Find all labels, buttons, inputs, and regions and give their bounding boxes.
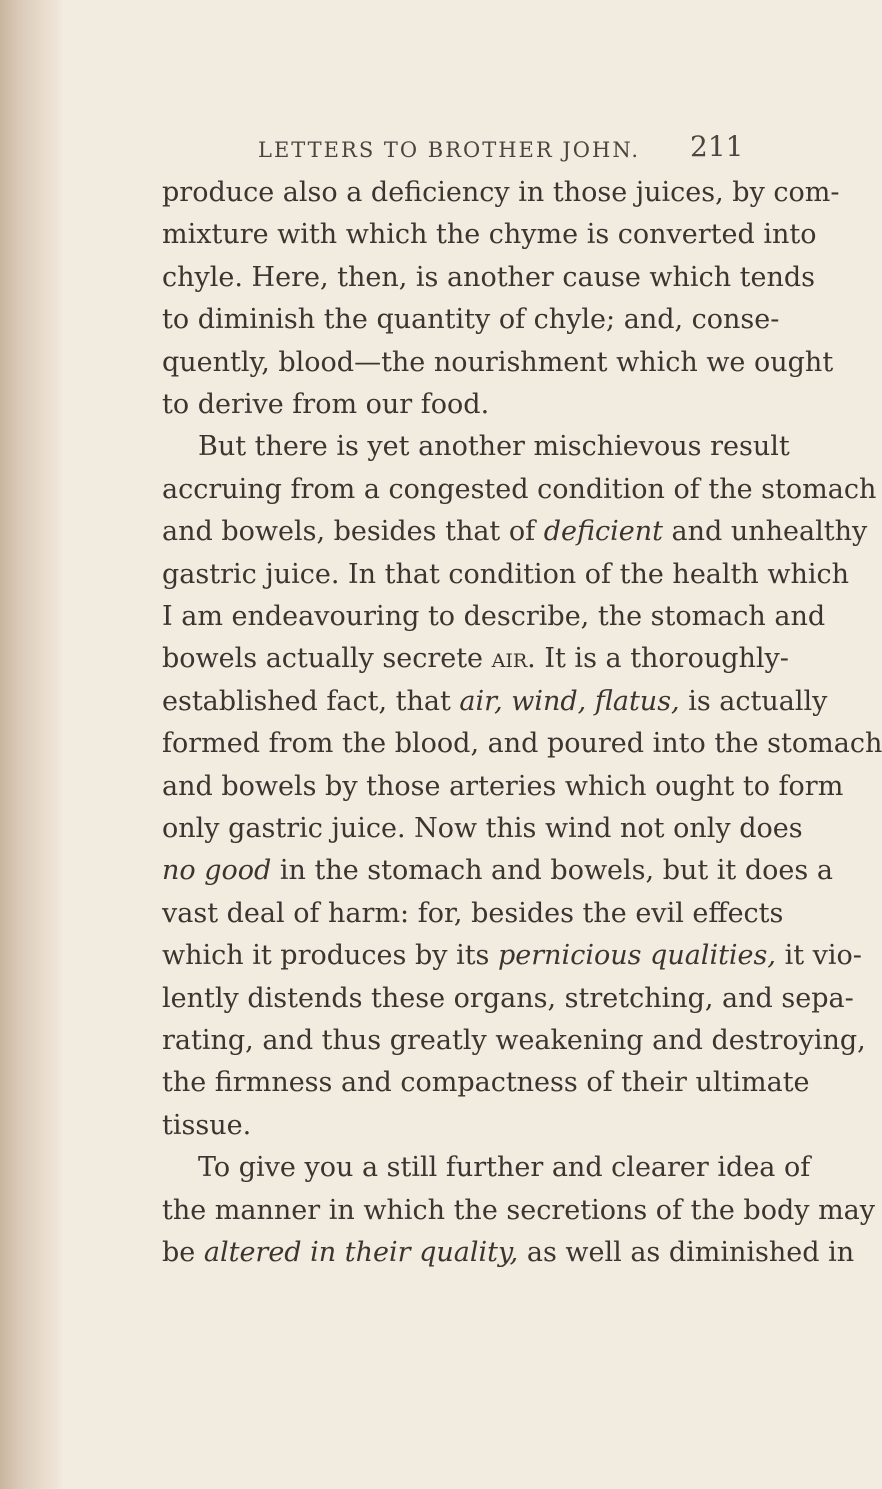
- text-line: [162, 218, 817, 252]
- running-title: LETTERS TO BROTHER JOHN.: [258, 138, 641, 162]
- text-span: which it produces by its: [162, 940, 498, 971]
- text-span: produce also a deficiency in those juices, by com-: [162, 177, 840, 208]
- text-line: [198, 1151, 811, 1185]
- text-span: to diminish the quantity of chyle; and, conse-: [162, 304, 780, 335]
- text-span: and unhealthy: [662, 516, 868, 547]
- text-line: [162, 303, 780, 337]
- text-span: established fact, that: [162, 686, 460, 717]
- text-line: [162, 727, 882, 761]
- text-span: tissue.: [162, 1110, 252, 1141]
- text-span: lently distends these organs, stretching, and sepa-: [162, 983, 854, 1014]
- text-span: the firmness and compactness of their ultimate: [162, 1067, 810, 1098]
- text-span: formed from the blood, and poured into the stomach: [162, 728, 882, 759]
- text-line: [162, 346, 834, 380]
- text-line: [162, 600, 826, 634]
- text-span: mixture with which the chyme is converted into: [162, 219, 817, 250]
- text-line: [162, 473, 877, 507]
- italic-text: deficient: [543, 516, 663, 547]
- text-span: I am endeavouring to describe, the stomach and: [162, 601, 826, 632]
- text-line: [162, 558, 849, 592]
- italic-text: pernicious qualities,: [498, 940, 776, 971]
- text-line: [162, 939, 862, 973]
- text-line: [162, 1066, 810, 1100]
- text-line: [162, 388, 718, 422]
- text-line: [162, 770, 844, 804]
- text-line: [162, 1024, 866, 1058]
- text-line: [162, 261, 816, 295]
- small-caps-text: air: [491, 643, 528, 674]
- text-span: is actually: [679, 686, 828, 717]
- text-span: gastric juice. In that condition of the health which: [162, 559, 849, 590]
- text-span: as well as diminished in: [518, 1237, 855, 1268]
- text-span: . It is a thoroughly-: [527, 643, 789, 674]
- text-span: be: [162, 1237, 204, 1268]
- text-span: But there is yet another mischievous result: [198, 431, 790, 462]
- text-line: [162, 176, 840, 210]
- text-span: quently, blood—the nourishment which we ought: [162, 347, 834, 378]
- text-span: chyle. Here, then, is another cause which tends: [162, 262, 816, 293]
- text-line: [162, 1194, 876, 1228]
- text-line: [162, 854, 833, 888]
- text-line: [162, 982, 854, 1016]
- text-span: it vio-: [775, 940, 862, 971]
- text-span: To give you a still further and clearer idea of: [198, 1152, 811, 1183]
- italic-text: air, wind, flatus,: [459, 686, 680, 717]
- italic-text: no good: [162, 855, 272, 886]
- text-span: and bowels by those arteries which ought to form: [162, 771, 844, 802]
- text-span: in the stomach and bowels, but it does a: [271, 855, 833, 886]
- text-span: accruing from a congested condition of the stomach: [162, 474, 877, 505]
- text-span: the manner in which the secretions of the body may: [162, 1195, 876, 1226]
- text-span: to derive from our food.: [162, 389, 490, 420]
- text-span: and bowels, besides that of: [162, 516, 544, 547]
- text-span: vast deal of harm: for, besides the evil effects: [162, 898, 784, 929]
- text-line: [162, 897, 784, 931]
- text-line: [162, 1109, 718, 1143]
- italic-text: altered in their quality,: [203, 1237, 519, 1268]
- text-line: [162, 1236, 855, 1270]
- text-span: only gastric juice. Now this wind not only does: [162, 813, 803, 844]
- text-span: rating, and thus greatly weakening and destroying,: [162, 1025, 866, 1056]
- text-line: [162, 812, 803, 846]
- text-line: [162, 685, 828, 719]
- text-span: bowels actually secrete: [162, 643, 492, 674]
- page-number: 211: [690, 130, 744, 163]
- text-line: [162, 515, 868, 549]
- text-line: [162, 642, 789, 676]
- text-line: [198, 430, 790, 464]
